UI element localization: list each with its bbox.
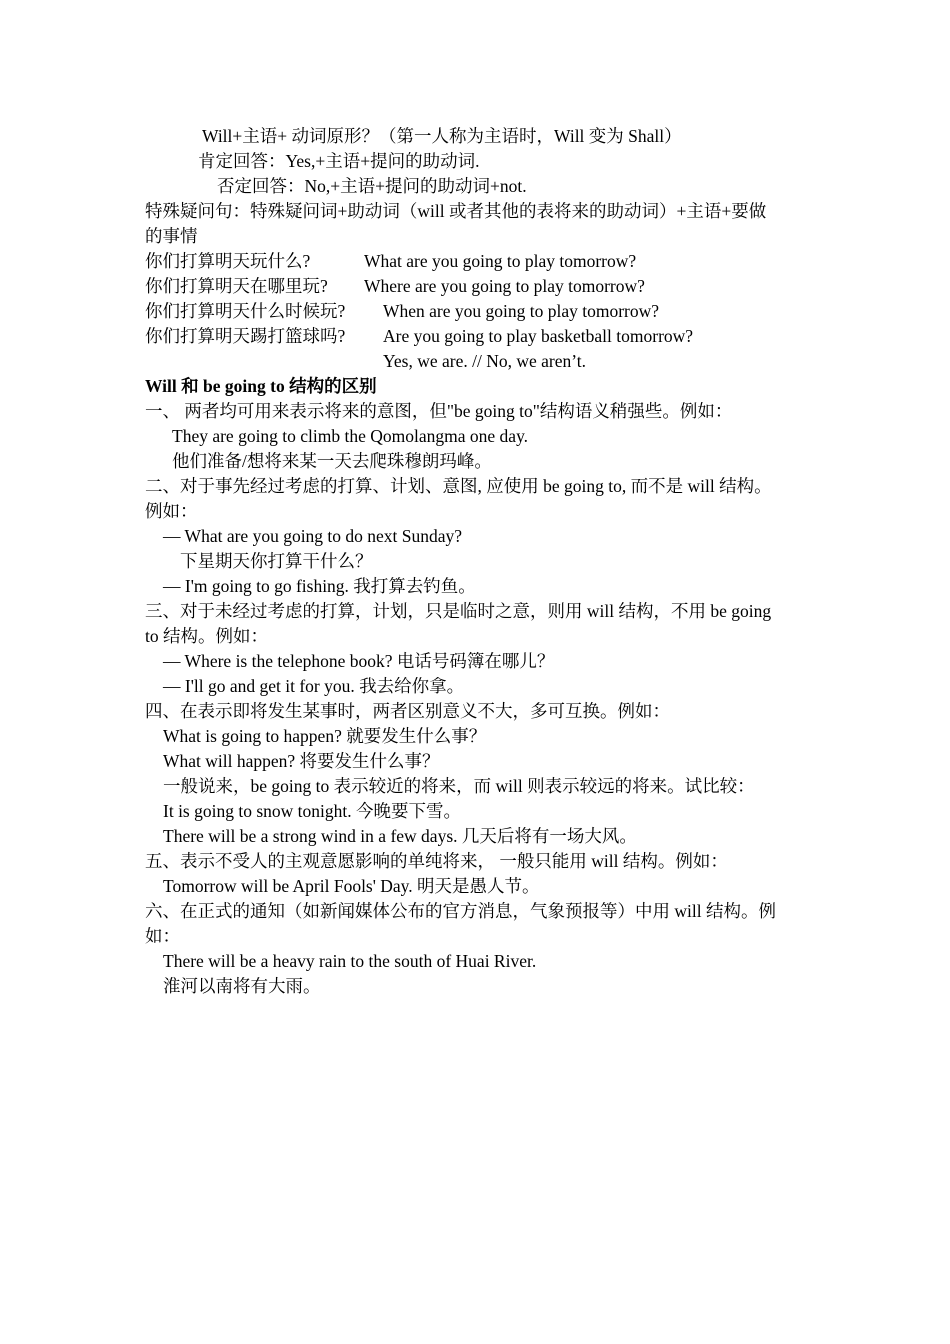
text-line: 如： bbox=[145, 926, 180, 946]
question-row bbox=[145, 274, 645, 299]
example-line: What is going to happen? 就要发生什么事？ bbox=[163, 726, 487, 746]
point-three: 三、对于未经过考虑的打算，计划，只是临时之意，则用 will 结构，不用 be going bbox=[145, 601, 772, 621]
text-line: 的事情 bbox=[145, 226, 198, 246]
text-line: Will+主语+ 动词原形？（第一人称为主语时，Will 变为 Shall） bbox=[202, 126, 682, 146]
example-line: There will be a heavy rain to the south of Huai River. bbox=[163, 951, 537, 971]
example-line: — I'll go and get it for you. 我去给你拿。 bbox=[163, 676, 465, 696]
question-english: What are you going to play tomorrow? bbox=[364, 251, 637, 271]
example-line: There will be a strong wind in a few days. 几天后将有一场大风。 bbox=[163, 826, 637, 846]
question-row bbox=[145, 299, 660, 324]
example-line: What will happen? 将要发生什么事？ bbox=[163, 751, 440, 771]
text-line: to 结构。例如： bbox=[145, 626, 268, 646]
text-line: 否定回答：No,+主语+提问的助动词+not. bbox=[217, 176, 527, 196]
example-line: Tomorrow will be April Fools' Day. 明天是愚人节。 bbox=[163, 876, 540, 896]
text-line: 例如： bbox=[145, 501, 198, 521]
example-line: 淮河以南将有大雨。 bbox=[163, 976, 321, 996]
text-line: 肯定回答：Yes,+主语+提问的助动词. bbox=[198, 151, 480, 171]
question-english: When are you going to play tomorrow? bbox=[383, 301, 660, 321]
example-line: 下星期天你打算干什么？ bbox=[180, 551, 373, 571]
section-heading: Will 和 be going to 结构的区别 bbox=[145, 376, 377, 396]
question-english: Where are you going to play tomorrow? bbox=[364, 276, 645, 296]
question-chinese: 你们打算明天踢打篮球吗? bbox=[145, 326, 346, 346]
example-line: — I'm going to go fishing. 我打算去钓鱼。 bbox=[163, 576, 476, 596]
point-two: 二、对于事先经过考虑的打算、计划、意图, 应使用 be going to, 而不是 will 结构。 bbox=[145, 476, 772, 496]
example-line: — What are you going to do next Sunday? bbox=[163, 526, 463, 546]
example-line: 他们准备/想将来某一天去爬珠穆朗玛峰。 bbox=[172, 451, 492, 471]
question-row bbox=[145, 324, 694, 349]
point-one: 一、 两者均可用来表示将来的意图，但"be going to"结构语义稍强些。例如： bbox=[145, 401, 733, 421]
answer-line: Yes, we are. // No, we aren’t. bbox=[383, 351, 586, 371]
question-chinese: 你们打算明天什么时候玩? bbox=[145, 301, 346, 321]
question-row bbox=[145, 249, 637, 274]
example-line: 一般说来，be going to 表示较近的将来，而 will 则表示较远的将来。试比较： bbox=[163, 776, 755, 796]
text-line: 特殊疑问句：特殊疑问词+助动词（will 或者其他的表将来的助动词）+主语+要做 bbox=[145, 201, 767, 221]
question-chinese: 你们打算明天在哪里玩? bbox=[145, 276, 328, 296]
point-five: 五、表示不受人的主观意愿影响的单纯将来， 一般只能用 will 结构。例如： bbox=[145, 851, 728, 871]
question-chinese: 你们打算明天玩什么? bbox=[145, 251, 311, 271]
point-six: 六、在正式的通知（如新闻媒体公布的官方消息，气象预报等）中用 will 结构。例 bbox=[145, 901, 776, 921]
question-english: Are you going to play basketball tomorrow? bbox=[383, 326, 694, 346]
example-line: It is going to snow tonight. 今晚要下雪。 bbox=[163, 801, 461, 821]
example-line: They are going to climb the Qomolangma one day. bbox=[172, 426, 529, 446]
point-four: 四、在表示即将发生某事时，两者区别意义不大，多可互换。例如： bbox=[145, 701, 670, 721]
example-line: — Where is the telephone book? 电话号码簿在哪儿？ bbox=[163, 651, 555, 671]
